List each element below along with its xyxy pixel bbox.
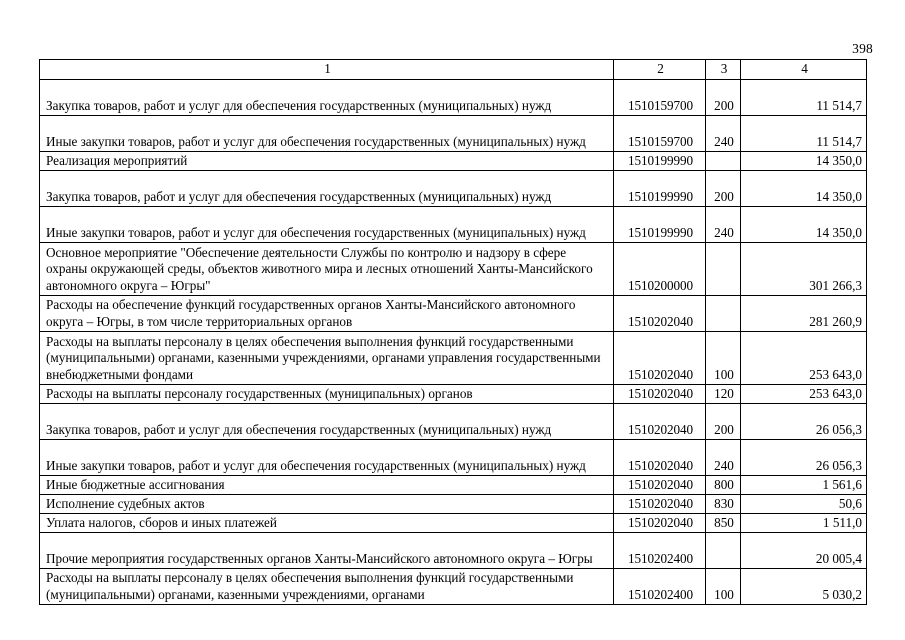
cell-expense-name: Иные бюджетные ассигнования	[40, 476, 614, 495]
table-row	[40, 514, 867, 533]
cell-amount-value: 253 643,0	[741, 385, 867, 404]
cell-expense-type: 100	[706, 332, 741, 385]
column-header-4: 4	[741, 60, 867, 80]
table-row	[40, 152, 867, 171]
cell-target-code: 1510202040	[614, 440, 706, 476]
cell-target-code: 1510202040	[614, 495, 706, 514]
cell-expense-type: 100	[706, 569, 741, 605]
column-header-1: 1	[40, 60, 614, 80]
cell-expense-name: Закупка товаров, работ и услуг для обеспечения государственных (муниципальных) нужд	[40, 171, 614, 207]
cell-expense-type: 120	[706, 385, 741, 404]
page-number: 398	[852, 41, 873, 56]
table-row	[40, 243, 867, 296]
budget-table	[39, 59, 867, 605]
table-row	[40, 440, 867, 476]
table-row	[40, 296, 867, 332]
cell-amount-value: 50,6	[741, 495, 867, 514]
cell-target-code: 1510202040	[614, 385, 706, 404]
cell-expense-type: 240	[706, 116, 741, 152]
cell-expense-name: Иные закупки товаров, работ и услуг для обеспечения государственных (муниципальных) нужд	[40, 207, 614, 243]
table-row	[40, 533, 867, 569]
cell-amount-value: 20 005,4	[741, 533, 867, 569]
table-row	[40, 116, 867, 152]
cell-expense-type	[706, 243, 741, 296]
cell-amount-value: 14 350,0	[741, 152, 867, 171]
budget-table-container	[39, 59, 866, 605]
cell-expense-type: 240	[706, 440, 741, 476]
cell-target-code: 1510159700	[614, 116, 706, 152]
cell-expense-type	[706, 296, 741, 332]
column-header-3: 3	[706, 60, 741, 80]
table-row	[40, 332, 867, 385]
cell-amount-value: 253 643,0	[741, 332, 867, 385]
table-row	[40, 171, 867, 207]
table-row	[40, 404, 867, 440]
cell-target-code: 1510159700	[614, 80, 706, 116]
cell-expense-name: Исполнение судебных актов	[40, 495, 614, 514]
cell-target-code: 1510202040	[614, 332, 706, 385]
cell-amount-value: 26 056,3	[741, 440, 867, 476]
cell-target-code: 1510202400	[614, 569, 706, 605]
cell-target-code: 1510199990	[614, 152, 706, 171]
cell-expense-name: Расходы на выплаты персоналу в целях обеспечения выполнения функций государственными (муниципальными) органами, казенными учреждениями, органами	[40, 569, 614, 605]
cell-target-code: 1510202040	[614, 296, 706, 332]
cell-amount-value: 14 350,0	[741, 171, 867, 207]
table-row	[40, 80, 867, 116]
cell-amount-value: 1 561,6	[741, 476, 867, 495]
cell-expense-name: Основное мероприятие "Обеспечение деятельности Службы по контролю и надзору в сфере охраны окружающей среды, объектов животного мира и лесных отношений Ханты-Мансийского автономного округа – Югры"	[40, 243, 614, 296]
cell-expense-type: 800	[706, 476, 741, 495]
cell-expense-name: Закупка товаров, работ и услуг для обеспечения государственных (муниципальных) нужд	[40, 404, 614, 440]
cell-expense-name: Уплата налогов, сборов и иных платежей	[40, 514, 614, 533]
cell-expense-name: Расходы на выплаты персоналу государственных (муниципальных) органов	[40, 385, 614, 404]
cell-target-code: 1510202040	[614, 404, 706, 440]
cell-amount-value: 281 260,9	[741, 296, 867, 332]
table-row	[40, 476, 867, 495]
cell-amount-value: 26 056,3	[741, 404, 867, 440]
cell-target-code: 1510202400	[614, 533, 706, 569]
cell-expense-type: 240	[706, 207, 741, 243]
cell-amount-value: 11 514,7	[741, 116, 867, 152]
cell-amount-value: 301 266,3	[741, 243, 867, 296]
cell-expense-name: Реализация мероприятий	[40, 152, 614, 171]
cell-expense-type: 850	[706, 514, 741, 533]
cell-amount-value: 5 030,2	[741, 569, 867, 605]
cell-expense-type: 830	[706, 495, 741, 514]
cell-expense-type: 200	[706, 171, 741, 207]
table-row	[40, 569, 867, 605]
cell-expense-name: Иные закупки товаров, работ и услуг для обеспечения государственных (муниципальных) нужд	[40, 116, 614, 152]
cell-target-code: 1510199990	[614, 207, 706, 243]
cell-amount-value: 14 350,0	[741, 207, 867, 243]
cell-target-code: 1510202040	[614, 476, 706, 495]
cell-expense-name: Закупка товаров, работ и услуг для обеспечения государственных (муниципальных) нужд	[40, 80, 614, 116]
cell-expense-name: Иные закупки товаров, работ и услуг для обеспечения государственных (муниципальных) нужд	[40, 440, 614, 476]
table-row	[40, 207, 867, 243]
cell-expense-name: Прочие мероприятия государственных органов Ханты-Мансийского автономного округа – Югры	[40, 533, 614, 569]
cell-amount-value: 1 511,0	[741, 514, 867, 533]
table-row	[40, 385, 867, 404]
column-header-2: 2	[614, 60, 706, 80]
cell-target-code: 1510199990	[614, 171, 706, 207]
cell-expense-name: Расходы на обеспечение функций государственных органов Ханты-Мансийского автономного округа – Югры, в том числе территориальных органов	[40, 296, 614, 332]
cell-target-code: 1510200000	[614, 243, 706, 296]
cell-expense-type	[706, 533, 741, 569]
cell-expense-name: Расходы на выплаты персоналу в целях обеспечения выполнения функций государственными (муниципальными) органами, казенными учреждениями, органами управления государственными внебюджетными фондами	[40, 332, 614, 385]
table-row	[40, 495, 867, 514]
cell-expense-type: 200	[706, 404, 741, 440]
cell-target-code: 1510202040	[614, 514, 706, 533]
cell-amount-value: 11 514,7	[741, 80, 867, 116]
budget-table-body	[40, 60, 867, 605]
cell-expense-type	[706, 152, 741, 171]
table-header-row	[40, 60, 867, 80]
cell-expense-type: 200	[706, 80, 741, 116]
